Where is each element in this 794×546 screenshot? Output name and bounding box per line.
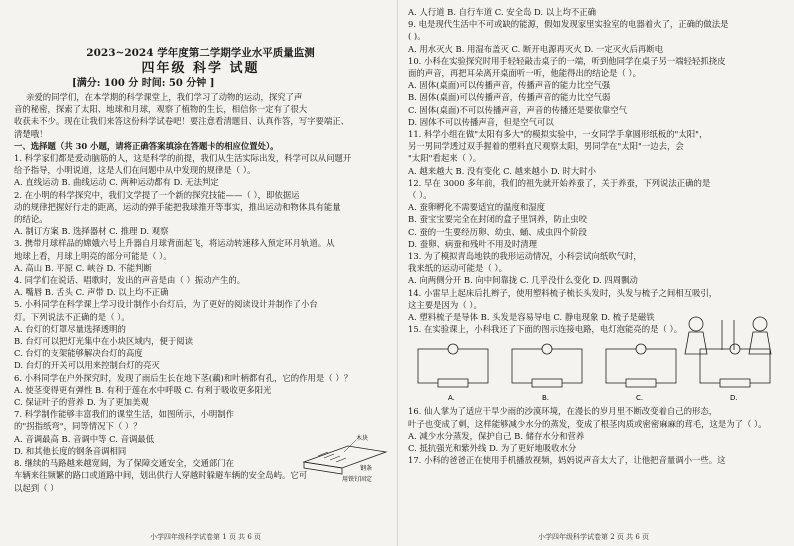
circuit-a <box>418 344 488 402</box>
question-line: 另一男同学透过双手握着的塑料直尺观察太阳，男同学在"太阳"一边去，会 <box>408 141 684 152</box>
page-footer: 小学四年级科学试卷第 1 页 共 6 页 <box>150 533 262 541</box>
option-line: C. 保证叶子的营养 D. 为了更加美观 <box>14 397 149 408</box>
question-line: 2. 在小明的科学探究中，我们文学提了一个新的探究技能——（ ），即依据运 <box>14 189 300 200</box>
option-line: A. 嘴唇 B. 舌头 C. 声带 D. 以上均不正确 <box>14 287 169 298</box>
option-line: D. 和其他长度的钢条音调相同 <box>14 445 127 456</box>
question-line: 8. 继续的马路越来越宽阔，为了保障交通安全，交通部门在 <box>14 458 235 469</box>
question-line: 车辆来往频繁的路口或道路中间，划出供行人穿越时躲避车辆的安全岛屿。它可 <box>14 470 308 481</box>
question-line: 叶子也变成了刺，这样能够减少水分的蒸发，变成了根茎肉质或密密麻麻的茸毛，这是为了（ ）。 <box>408 418 767 429</box>
intro-line: 收获未不少。现在让我们来答这份科学试卷吧！要注意看清题目、认真作答，写字要端正、 <box>14 116 349 127</box>
question-line: 7. 科学制作能够丰富我们的课堂生活，如图所示，小明制作 <box>14 409 235 420</box>
exam-header-term: 2023~2024 学年度第二学期学业水平质量监测 <box>86 47 315 59</box>
option-line: D. 固体不可以传播声音，但是空气可以 <box>408 116 554 127</box>
exam-header-title: 四年级 科学 试题 <box>141 61 260 76</box>
question-line: 的"拐指纸弯"，同等情况下（ ）？ <box>14 421 142 432</box>
option-line: C. 台灯的支架能够解决台灯的高度 <box>14 348 143 359</box>
question-line: 9. 电是现代生活中不可或缺的能源，假如发现家里实验室的电器着火了，正确的做法是 <box>408 19 729 30</box>
option-line: A. 塑料梳子是导体 B. 头发是容易导电 C. 静电现象 D. 梳子是磁铁 <box>408 312 655 323</box>
figure-label-steel: 钢条 <box>360 465 373 472</box>
page-footer: 小学四年级科学试卷第 2 页 共 6 页 <box>538 533 650 541</box>
option-line: A. 用水灭火 B. 用湿布盖灭 C. 断开电源再灭火 D. 一定灭火后再断电 <box>408 43 664 54</box>
question-line: 的结论。 <box>14 214 48 225</box>
option-line: C. 蚕的一生要经历卵、幼虫、蛹、成虫四个阶段 <box>408 226 587 237</box>
option-line: A. 高山 B. 平原 C. 峡谷 D. 不能判断 <box>14 262 152 273</box>
question-line: 1. 科学家们都是爱动脑筋的人，这是科学的前提，我们从生活实际出发，科学可以从问题开 <box>14 153 352 164</box>
circuit-b <box>512 344 582 402</box>
question-line: 11. 科学小组在做"太阳有多大"的模拟实验中，一女同学手拿圆形纸板的"太阳"， <box>408 129 708 140</box>
question-line: 14. 小雷早上起床后扎辫子，使用塑料梳子梳长头发时，头发与梳子之间相互吸引， <box>408 287 718 298</box>
question-line: 地球上看，月球上明亮的部分可能是（ ）。 <box>14 250 172 261</box>
question-line: 以起到（ ） <box>14 482 59 493</box>
question-line: 6. 小科同学在户外探究时，发现了雨后生长在地下茎(藕)和叶柄都有孔，它的作用是（ ）？ <box>14 372 353 383</box>
intro-line: 亲爱的同学们，在本学期的科学课堂上，我们学习了动物的运动，探究了声 <box>26 92 303 102</box>
option-line: A. 固体(桌面)可以传播声音，传播声音的能力比空气强 <box>408 80 611 91</box>
question-line: 13. 为了模拟青岛地铁的我形运动情况，小科尝试向纸吹气时， <box>408 251 642 262</box>
section-title: 一、选择题（共 30 小题，请将正确答案填涂在答题卡的相应位置处）。 <box>14 140 279 151</box>
option-line: B. 固体(桌面)可以传播声音，传播声音的能力比空气弱 <box>408 92 611 103</box>
steel-strip-figure <box>298 432 390 484</box>
option-line: A. 制订方案 B. 选择器材 C. 推理 D. 观察 <box>14 226 169 237</box>
circuit-label: B. <box>542 394 550 403</box>
question-line: 5. 小科同学在科学课上学习设计制作小台灯后，为了更好的阅读设计并制作了小台 <box>14 299 318 310</box>
question-line: ( )。 <box>408 31 426 42</box>
option-line: A. 蚕卵孵化不需要适宜的温度和湿度 <box>408 202 545 213</box>
question-line: 4. 同学们在说话、唱歌时，发出的声音是由（ ）振动产生的。 <box>14 275 246 286</box>
question-line: 12. 早在 3000 多年前，我们的祖先就开始养蚕了，关于养蚕，下列说法正确的是 <box>408 177 711 188</box>
circuit-c <box>606 344 676 402</box>
option-line: B. 蚕宝宝要完全在封闭的盒子里饲养，防止虫咬 <box>408 214 587 225</box>
option-line: D. 台灯的开关可以用来控制台灯的亮灭 <box>14 360 160 371</box>
intro-line: 清楚哦！ <box>14 128 48 139</box>
intro-line: 音的秘密，探索了太阳、地球和月球，观察了植物的生长，相信你一定有了很大 <box>14 104 308 115</box>
option-line: C. 抵抗强光和紫外线 D. 为了更好地吸收水分 <box>408 443 577 454</box>
option-line: C. 固体(桌面)不可以传播声音，声音的传播还是要依靠空气 <box>408 104 627 115</box>
question-line: 动的规律把握好行走的距离，运动的弹手能把我球推开等事实，推出运动和物体具有能量 <box>14 201 341 212</box>
option-line: A. 减少水分蒸发，保护自己 B. 储存水分和营养 <box>408 430 585 441</box>
question-line: 我来纸的运动可能是（ ）。 <box>408 263 507 274</box>
figure-label-nail: 用铁钉固定 <box>342 476 373 483</box>
circuit-label: C. <box>636 394 644 403</box>
question-line: 3. 携带月球样品的嫦娥六号上升器自月球背面起飞，将运动转速移入预定环月轨道。从 <box>14 238 335 249</box>
option-line: A. 台灯的灯罩尽量选择透明的 <box>14 323 126 334</box>
question-line: 这主要是因为（ ）。 <box>408 299 482 310</box>
question-line: 面的声音，再把耳朵离开桌面听一听，他能得出的结论是（ ）。 <box>408 68 641 79</box>
circuit-label: A. <box>448 394 455 403</box>
option-line: D. 蚕卵、病蚕和残叶不用及时清理 <box>408 238 537 249</box>
option-line: A. 音调最高 B. 音调中等 C. 音调最低 <box>14 433 155 444</box>
question-line: 10. 小科在实验探究时用手轻轻敲击桌子的一端，听到他同学在桌子另一端轻轻抓挠皮 <box>408 55 726 66</box>
option-line: B. 台灯可以把灯光集中在小块区域内，便于阅读 <box>14 336 193 347</box>
question-line: 15. 在实验课上，小科我还了下面的图示连接电路，电灯泡能亮的是（ ）。 <box>408 324 683 335</box>
option-line: A. 人行道 B. 自行车道 C. 安全岛 D. 以上均不正确 <box>408 7 597 17</box>
circuit-label: D. <box>730 394 738 403</box>
exam-page-2 <box>397 0 794 546</box>
question-line: "太阳"看起来（ ）。 <box>408 153 482 164</box>
students-blowing-paper-figure <box>680 314 776 360</box>
option-line: A. 越来越大 B. 没有变化 C. 越来越小 D. 时大时小 <box>408 165 597 176</box>
option-line: A. 使茎变得更有弹性 B. 有利于莲在水中呼吸 C. 有利于吸收更多阳光 <box>14 384 272 395</box>
question-line: 16. 仙人掌为了适应干旱少雨的沙漠环境，在漫长的岁月里不断改变着自己的形态， <box>408 406 718 417</box>
figure-label-wood: 木块 <box>356 435 369 442</box>
question-line: 给予指导，小明说道，这是人们在问题中从中发现的规律是（ ）。 <box>14 165 256 176</box>
question-line: （ ）。 <box>408 190 432 201</box>
question-line: 灯。下列说法不正确的是（ ）。 <box>14 311 130 322</box>
option-line: A. 向两侧分开 B. 向中间靠拢 C. 几乎没什么变化 D. 四周飘动 <box>408 275 638 286</box>
option-line: A. 直线运动 B. 曲线运动 C. 两种运动都有 D. 无法判定 <box>14 177 219 188</box>
question-line: 17. 小科的爸爸正在使用手机播放视频，妈妈说声音太大了，让他把音量调小一些。这 <box>408 455 726 466</box>
exam-header-score-time: [满分: 100 分 时间: 50 分钟 ] <box>72 78 215 89</box>
